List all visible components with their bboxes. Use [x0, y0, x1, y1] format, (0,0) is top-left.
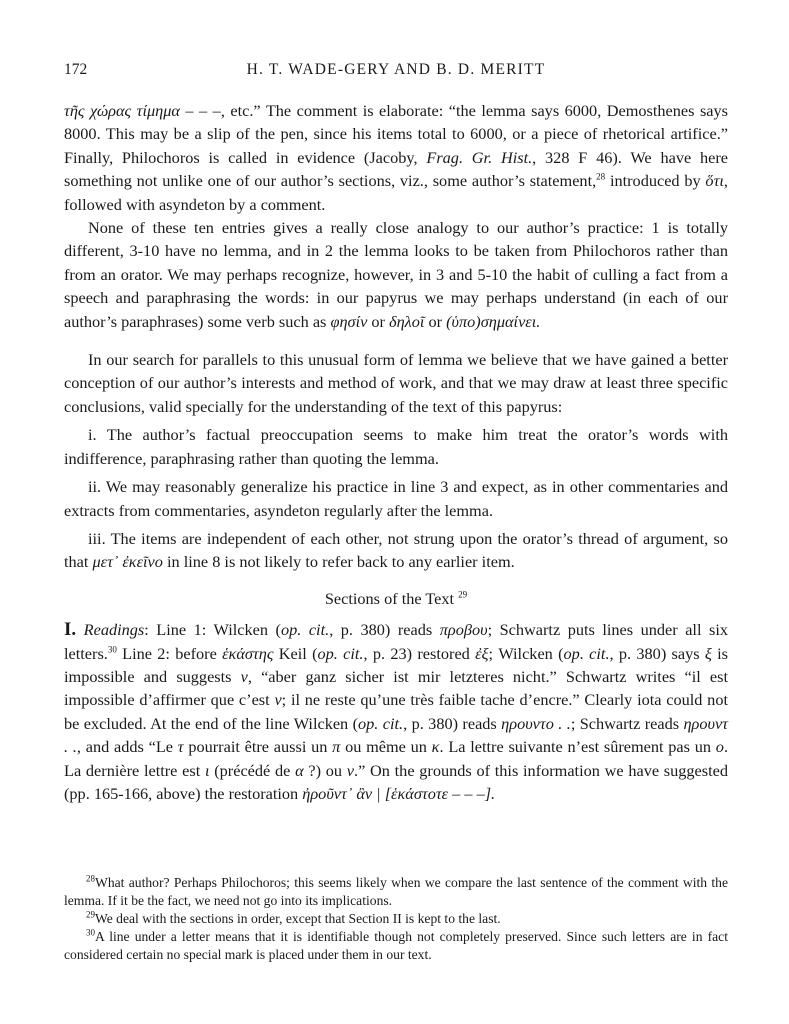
section-I-readings: I. Readings: Line 1: Wilcken (op. cit., p. 380) reads προβου; Schwartz puts lines under all six letters.$^{30}$ Line 2: before ἑκάστης Keil (op. cit., p. 23) restored ἐξ; Wilcken (op. cit., p. 380) says ξ is impossible and suggests ν, “aber ganz sicher ist mir letzteres nicht.” Schwartz writes “il est impossible d’affirmer que c’est ν; il ne reste qu’une très faible tache d’encre.” Clearly iota could not be excluded. At the end of the line Wilcken (op. cit., p. 380) reads ηρουντο . .; Schwartz reads ηρουντ . ., and adds “Le τ pourrait être aussi un π ou même un κ. La lettre suivante n’est sûrement pas un ο. La dernière lettre est ι (précédé de α ?) ou ν.” On the grounds of this information we have suggested (pp. 165-166, above) the restoration ἠροῦντ᾽ ἂν | [ἑκάστοτε – – –]. [64, 619, 729, 803]
main-text [64, 99, 728, 805]
conclusion-iii: iii. The items are independent of each other, not strung upon the orator’s thread of argument, so that μετ᾽ ἐκεῖνο in line 8 is not likely to refer back to any earlier item. [64, 528, 728, 572]
section-heading: Sections of the Text $^{29}$ [324, 588, 468, 608]
footnote-ref-29: 29 [458, 589, 468, 600]
footnote-29: $^{29}$We deal with the sections in order, except that Section II is kept to the last. [86, 909, 501, 926]
running-head: H. T. WADE-GERY AND B. D. MERITT [246, 61, 546, 78]
conclusion-ii: ii. We may reasonably generalize his practice in line 3 and expect, as in other commentaries and extracts from commentaries, asyndeton regularly after the lemma. [64, 477, 728, 520]
paragraph-2: None of these ten entries gives a really close analogy to our author’s practice: 1 is totally different, 3-10 have no lemma, and in 2 the lemma looks to be taken from Philochoros rather than from an orator. We may perhaps recognize, however, in 3 and 5-10 the habit of culling a fact from a speech and paraphrasing the words: in our papyrus we may perhaps understand (in each of our author’s paraphrases) some verb such as φησίν or δηλοῖ or (ὑπο)σημαίνει. [64, 218, 728, 331]
paragraph-1: τῆς χώρας τίμημα – – –, etc.” The comment is elaborate: “the lemma says 6000, Demosthenes says 8000. This may be a slip of the pen, since his items total to 6000, or a piece of rhetorical artifice.” Finally, Philochoros is called in evidence (Jacoby, Frag. Gr. Hist., 328 F 46). We have here something not unlike one of our author’s sections, viz., some author’s statement,$^{28}$ introduced by ὅτι, followed with asyndeton by a comment. [64, 101, 728, 214]
footnotes [64, 874, 728, 964]
section-numeral: I. [64, 619, 77, 641]
footnote-28: $^{28}$What author? Perhaps Philochoros; this seems likely when we compare the last sentence of the comment with the lemma. If it be the fact, we need not go into its implications. [64, 873, 728, 908]
paragraph-3: In our search for parallels to this unusual form of lemma we believe that we have gained a better conception of our author’s interests and method of work, and that we may draw at least three specific conclusions, valid specially for the understanding of the text of this papyrus: [64, 350, 728, 416]
page-header [64, 59, 728, 81]
footnote-ref-28: 28 [596, 171, 606, 182]
conclusion-i: i. The author’s factual preoccupation seems to make him treat the orator’s words with indifference, paraphrasing rather than quoting the lemma. [64, 425, 728, 468]
footnote-30: $^{30}$A line under a letter means that it is identifiable though not completely preserved. Since such letters are in fact considered certain no special mark is placed under them in our text. [64, 927, 728, 962]
footnote-ref-30: 30 [107, 644, 117, 655]
page-number: 172 [64, 61, 88, 78]
